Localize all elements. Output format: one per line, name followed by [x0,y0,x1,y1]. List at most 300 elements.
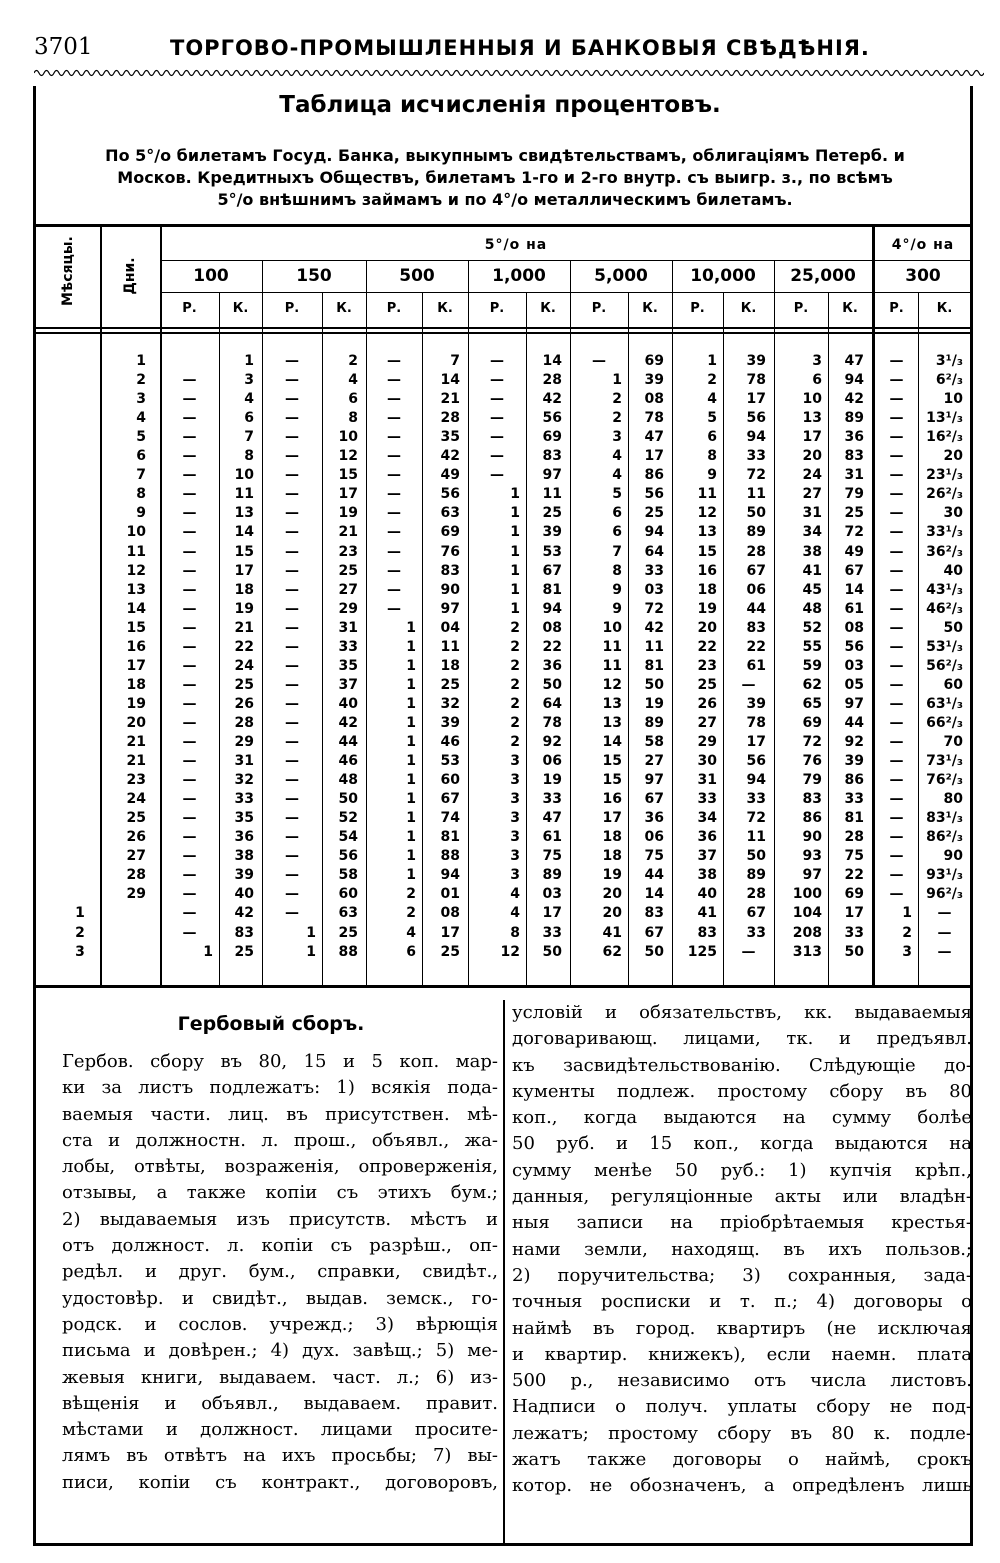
rubles-cell: — [182,657,197,674]
rubles-cell: 10 [802,391,822,408]
rubles-cell: 62 [802,676,822,693]
kopecks-cell: 47 [542,810,562,827]
rubles-cell: — [182,829,197,846]
rubles-cell: — [285,886,299,903]
kopecks-cell: 69 [542,429,562,446]
kopecks-cell: 3 [244,372,254,389]
kopecks-cell: 42 [338,714,358,731]
text-line: письма и довѣрен.; 4) дух. завѣщ.; 5) ме- [62,1340,498,1362]
day-cell: 8 [136,486,146,503]
kopecks-cell: 33 [844,924,864,941]
kopecks-cell: 42 [542,391,562,408]
rubles-cell: 38 [802,543,822,560]
kopecks-cell: 78 [746,714,766,731]
kopecks-cell: 08 [644,391,664,408]
rubles-cell: — [182,486,197,503]
rubles-cell: — [182,810,197,827]
kopecks-cell: 18 [234,581,254,598]
rubles-cell: 313 [792,943,822,960]
rubles-cell: — [182,638,197,655]
text-line: ста и должностн. л. прош., объявл., жа- [62,1129,498,1151]
rk-header: К. [336,301,352,316]
kopecks-cell: 28 [542,372,562,389]
rubles-cell: — [182,448,197,465]
rubles-cell: — [889,867,904,884]
subtitle-line: Москов. Кредитныхъ Обществъ, билетамъ 1-го и 2-го внутр. съ выигр. з., по всѣмъ [117,168,893,187]
kopecks-cell: 35 [338,657,358,674]
kopecks-cell: — [937,924,952,941]
kopecks-cell: 67 [644,924,664,941]
kopecks-cell: 60 [338,886,358,903]
kopecks-cell: 17 [644,448,664,465]
kopecks-cell: 25 [234,943,254,960]
kopecks-cell: 56 [746,753,766,770]
kopecks-cell: 15 [338,467,358,484]
kopecks-cell: 78 [746,372,766,389]
rubles-cell: 18 [602,848,622,865]
rubles-cell: — [285,600,299,617]
rubles-cell: — [889,772,904,789]
rubles-cell: — [182,772,197,789]
rubles-cell: — [182,524,197,541]
kopecks-cell: 86 [644,467,664,484]
rubles-cell: 1 [406,619,416,636]
subtitle-line: По 5°/о билетамъ Госуд. Банка, выкупнымъ свидѣтельствамъ, облигаціямъ Петерб. и [105,146,905,165]
kopecks-cell: 83 [234,924,254,941]
rubles-cell: — [285,391,299,408]
kopecks-cell: 61 [542,829,562,846]
text-line: мѣстами и должност. лицами просите- [62,1419,498,1441]
kopecks-cell: 54 [338,829,358,846]
rubles-cell: — [182,543,197,560]
rk-header: Р. [793,301,809,316]
kopecks-cell: 14 [440,372,460,389]
day-cell: 27 [126,848,146,865]
rubles-cell: — [182,924,197,941]
rubles-cell: — [889,562,904,579]
rubles-cell: — [182,676,197,693]
day-cell: 1 [136,353,146,369]
group-header-5: 5°/о на [484,237,548,253]
rubles-cell: 11 [602,657,622,674]
kopecks-cell: 96²/₃ [926,886,963,903]
kopecks-cell: 80 [943,791,963,808]
text-line: вѣщенія и объявл., выдаваем. правит. [62,1392,498,1414]
text-line: отзывы, а также копіи съ этихъ бум.; [62,1182,498,1204]
kopecks-cell: 17 [844,905,864,922]
group-header-4: 4°/о на [891,237,955,253]
rubles-cell: 29 [697,734,717,750]
rubles-cell: — [387,467,401,484]
table-row [36,523,971,541]
rubles-cell: 17 [802,429,822,446]
rubles-cell: — [889,848,904,865]
table-row [36,352,971,370]
kopecks-cell: 22 [746,638,766,655]
rubles-cell: 38 [697,867,717,884]
rubles-cell: 1 [406,848,416,865]
rubles-cell: — [889,791,904,808]
text-line: ныя записи на пріобрѣтаемыя крестья- [512,1212,972,1234]
rubles-cell: 1 [406,714,416,731]
kopecks-cell: 4 [348,372,358,389]
rubles-cell: — [182,886,197,903]
kopecks-cell: 17 [440,924,460,941]
rubles-cell: 6 [406,943,416,960]
rubles-cell: 1 [406,676,416,693]
kopecks-cell: 97 [542,467,562,484]
kopecks-cell: 11 [542,486,562,503]
rubles-cell: — [285,619,299,636]
day-cell: 19 [126,695,146,712]
kopecks-cell: 89 [644,714,664,731]
kopecks-cell: 44 [338,734,358,750]
rubles-cell: 3 [510,848,520,865]
rubles-cell: — [285,505,299,522]
rk-header: К. [232,301,249,316]
kopecks-cell: 97 [440,600,460,617]
rubles-cell: — [889,372,904,389]
rubles-cell: 208 [792,924,822,941]
rubles-cell: — [889,581,904,598]
kopecks-cell: 67 [644,791,664,808]
rubles-cell: 41 [802,562,822,579]
text-line: Гербов. сбору въ 80, 15 и 5 коп. мар- [62,1051,498,1072]
day-cell: 11 [126,543,146,560]
rubles-cell: 2 [612,410,622,427]
rubles-cell: — [182,562,197,579]
kopecks-cell: 81 [440,829,460,846]
kopecks-cell: 48 [338,772,358,789]
rubles-cell: 41 [697,905,717,922]
table-row [36,562,971,580]
rubles-cell: — [889,829,904,846]
rubles-cell: 17 [602,810,622,827]
table-row [36,866,971,884]
rubles-cell: — [889,753,904,770]
kopecks-cell: 42 [844,391,864,408]
rubles-cell: — [285,638,299,655]
rubles-cell: 2 [510,695,520,712]
rubles-cell: — [285,353,299,369]
rubles-cell: 86 [802,810,822,827]
kopecks-cell: 69 [844,886,864,903]
kopecks-cell: 94 [644,524,664,541]
rubles-cell: — [285,867,299,884]
text-line: 2) поручительства; 3) сохранныя, зада- [512,1264,972,1286]
rubles-cell: — [889,619,904,636]
kopecks-cell: 21 [338,524,358,541]
text-line: Надписи о получ. уплаты сбору не под- [512,1396,972,1418]
header-line [160,292,971,293]
rubles-cell: 52 [802,619,822,636]
kopecks-cell: 50 [844,943,864,960]
day-cell: 21 [126,753,146,770]
table-subtitle [40,145,970,211]
rubles-cell: 1 [612,372,622,389]
kopecks-cell: 58 [338,867,358,884]
rubles-cell: 18 [697,581,717,598]
rubles-cell: — [387,372,401,389]
kopecks-cell: 67 [746,562,766,579]
rubles-cell: — [182,467,197,484]
day-cell: 2 [136,372,146,389]
rubles-cell: 18 [602,829,622,846]
rubles-cell: 1 [406,810,416,827]
table-row [36,466,971,484]
kopecks-cell: 53 [440,753,460,770]
rubles-cell: — [285,467,299,484]
kopecks-cell: 47 [844,353,864,369]
rubles-cell: — [387,391,401,408]
day-cell: 23 [126,772,146,789]
rubles-cell: — [889,410,904,427]
day-cell: 26 [126,829,146,846]
kopecks-cell: 50 [943,619,963,636]
text-line: коп., когда выдаются на сумму болѣе [512,1107,972,1129]
rubles-cell: — [182,905,197,922]
kopecks-cell: 17 [746,734,766,750]
text-line: писи, копіи съ контракт., договоровъ, [62,1471,498,1493]
kopecks-cell: 94 [746,772,766,789]
rubles-cell: 9 [612,581,622,598]
kopecks-cell: 56 [644,486,664,503]
kopecks-cell: 73¹/₃ [926,753,963,770]
rubles-cell: — [387,543,401,560]
kopecks-cell: 30 [943,505,963,522]
text-line: сумму менѣе 50 руб.: 1) купчія крѣп., [512,1159,972,1181]
kopecks-cell: 25 [542,505,562,522]
rk-header: К. [936,301,953,316]
rubles-cell: 23 [697,657,717,674]
rubles-cell: 1 [510,505,520,522]
rubles-cell: 30 [697,753,717,770]
table-row [36,904,971,922]
text-line: условій и обязательствъ, кк. выдаваемыя [512,1002,972,1023]
kopecks-cell: 05 [844,676,864,693]
rubles-cell: 3 [612,429,622,446]
kopecks-cell: 33 [746,924,766,941]
kopecks-cell: 35 [440,429,460,446]
kopecks-cell: — [741,943,756,960]
kopecks-cell: 2 [348,353,358,369]
rubles-cell: — [285,676,299,693]
table-row [36,600,971,618]
kopecks-cell: 53 [542,543,562,560]
rubles-cell: — [889,638,904,655]
rubles-cell: 12 [697,505,717,522]
kopecks-cell: 70 [943,734,963,750]
day-cell: 4 [136,410,146,427]
rk-header: К. [842,301,858,316]
rubles-cell: 2 [510,619,520,636]
rubles-cell: 9 [612,600,622,617]
kopecks-cell: 88 [338,943,358,960]
kopecks-cell: 58 [644,734,664,750]
kopecks-cell: 11 [746,829,766,846]
rubles-cell: 1 [406,638,416,655]
kopecks-cell: 06 [644,829,664,846]
header-line [160,260,971,261]
rubles-cell: 2 [612,391,622,408]
kopecks-cell: 17 [542,905,562,922]
rubles-cell: — [889,734,904,750]
rubles-cell: 55 [802,638,822,655]
rubles-cell: 1 [707,353,717,369]
kopecks-cell: 33 [234,791,254,808]
kopecks-cell: 44 [746,600,766,617]
kopecks-cell: 76 [440,543,460,560]
rubles-cell: — [182,734,197,750]
kopecks-cell: 92 [844,734,864,750]
kopecks-cell: 27 [644,753,664,770]
rubles-cell: 9 [707,467,717,484]
rubles-cell: 4 [612,448,622,465]
day-cell: 10 [126,524,146,541]
kopecks-cell: 15 [234,543,254,560]
rubles-cell: — [889,714,904,731]
rubles-cell: — [889,810,904,827]
kopecks-cell: 69 [440,524,460,541]
day-cell: 28 [126,867,146,884]
kopecks-cell: 25 [234,676,254,693]
kopecks-cell: 28 [746,543,766,560]
rubles-cell: — [387,562,401,579]
column-divider [503,1000,505,1546]
text-line: кументы подлеж. простому сбору въ 80 [512,1080,972,1102]
kopecks-cell: 25 [440,943,460,960]
rk-header: К. [740,301,757,316]
kopecks-cell: 72 [746,467,766,484]
rk-header: Р. [386,301,402,316]
rubles-cell: — [889,600,904,617]
table-bottom-rule [36,985,971,988]
rk-header: Р. [591,301,607,316]
day-cell: 6 [136,448,146,465]
rubles-cell: 100 [792,886,822,903]
table-row [36,676,971,694]
text-line: жатъ также договоры о наймѣ, срокъ [512,1449,972,1471]
rubles-cell: — [285,734,299,750]
kopecks-cell: 10 [943,391,963,408]
rubles-cell: 13 [602,714,622,731]
rubles-cell: 10 [602,619,622,636]
rubles-cell: 4 [406,924,416,941]
kopecks-cell: 12 [338,448,358,465]
day-cell: 16 [126,638,146,655]
rubles-cell: 13 [697,524,717,541]
rubles-cell: 2 [510,734,520,750]
rubles-cell: — [387,524,401,541]
rubles-cell: 15 [697,543,717,560]
running-title: ТОРГОВО-ПРОМЫШЛЕННЫЯ И БАНКОВЫЯ СВѢДѢНІЯ. [170,36,870,60]
kopecks-cell: 42 [644,619,664,636]
rubles-cell: 93 [802,848,822,865]
kopecks-cell: 64 [542,695,562,712]
rubles-cell: 4 [707,391,717,408]
rubles-cell: 13 [602,695,622,712]
kopecks-cell: 89 [746,524,766,541]
rubles-cell: — [182,848,197,865]
rubles-cell: — [285,410,299,427]
rubles-cell: — [285,372,299,389]
rubles-cell: 5 [707,410,717,427]
month-cell: 3 [75,943,85,960]
kopecks-cell: 25 [338,562,358,579]
kopecks-cell: 17 [338,486,358,503]
kopecks-cell: 89 [542,867,562,884]
rubles-cell: — [490,372,504,389]
day-cell: 25 [126,810,146,827]
kopecks-cell: — [937,905,952,922]
kopecks-cell: 53¹/₃ [926,638,963,655]
kopecks-cell: 6²/₃ [935,372,963,389]
text-line: нами земли, находящ. въ ихъ пользов.; [512,1238,972,1260]
rubles-cell: 69 [802,714,822,731]
rubles-cell: — [182,714,197,731]
kopecks-cell: 93¹/₃ [926,867,963,884]
kopecks-cell: 69 [644,353,664,369]
rubles-cell: 1 [510,543,520,560]
kopecks-cell: 83 [542,448,562,465]
rubles-cell: 72 [802,734,822,750]
rubles-cell: — [285,753,299,770]
kopecks-cell: 50 [746,505,766,522]
table-row [36,771,971,789]
text-line: ки за листъ подлежатъ: 1) всякія пода- [62,1077,498,1099]
kopecks-cell: 32 [440,695,460,712]
rubles-cell: 13 [802,410,822,427]
text-line: и квартир. книжекъ), если наемн. плата [512,1343,972,1365]
kopecks-cell: 31 [234,753,254,770]
kopecks-cell: 94 [542,600,562,617]
table-row [36,543,971,561]
rubles-cell: — [182,581,197,598]
rubles-cell: 12 [602,676,622,693]
text-line: отъ должност. л. копіи съ разрѣш., оп- [62,1235,498,1257]
kopecks-cell: 86 [844,772,864,789]
rubles-cell: — [889,448,904,465]
kopecks-cell: 25 [440,676,460,693]
rubles-cell: — [889,657,904,674]
text-line: данныя, регуляціонные акты или владѣн- [512,1186,972,1208]
table-row [36,924,971,942]
kopecks-cell: 36 [644,810,664,827]
rubles-cell: 2 [510,676,520,693]
kopecks-cell: 94 [844,372,864,389]
kopecks-cell: 33 [644,562,664,579]
rk-header: К. [540,301,556,316]
day-cell: 3 [136,391,146,408]
kopecks-cell: 67 [746,905,766,922]
kopecks-cell: 33¹/₃ [926,524,963,541]
rubles-cell: — [285,695,299,712]
rubles-cell: — [182,410,197,427]
text-line: жевыя книги, выдаваем. част. л.; 6) из- [62,1366,498,1388]
kopecks-cell: 79 [844,486,864,503]
kopecks-cell: 22 [844,867,864,884]
rubles-cell: — [285,429,299,446]
kopecks-cell: 25 [844,505,864,522]
table-row [36,581,971,599]
rubles-cell: — [490,448,504,465]
rubles-cell: 26 [697,695,717,712]
rubles-cell: 45 [802,581,822,598]
kopecks-cell: 03 [844,657,864,674]
rubles-cell: — [490,467,504,484]
kopecks-cell: 18 [440,657,460,674]
kopecks-cell: 67 [542,562,562,579]
